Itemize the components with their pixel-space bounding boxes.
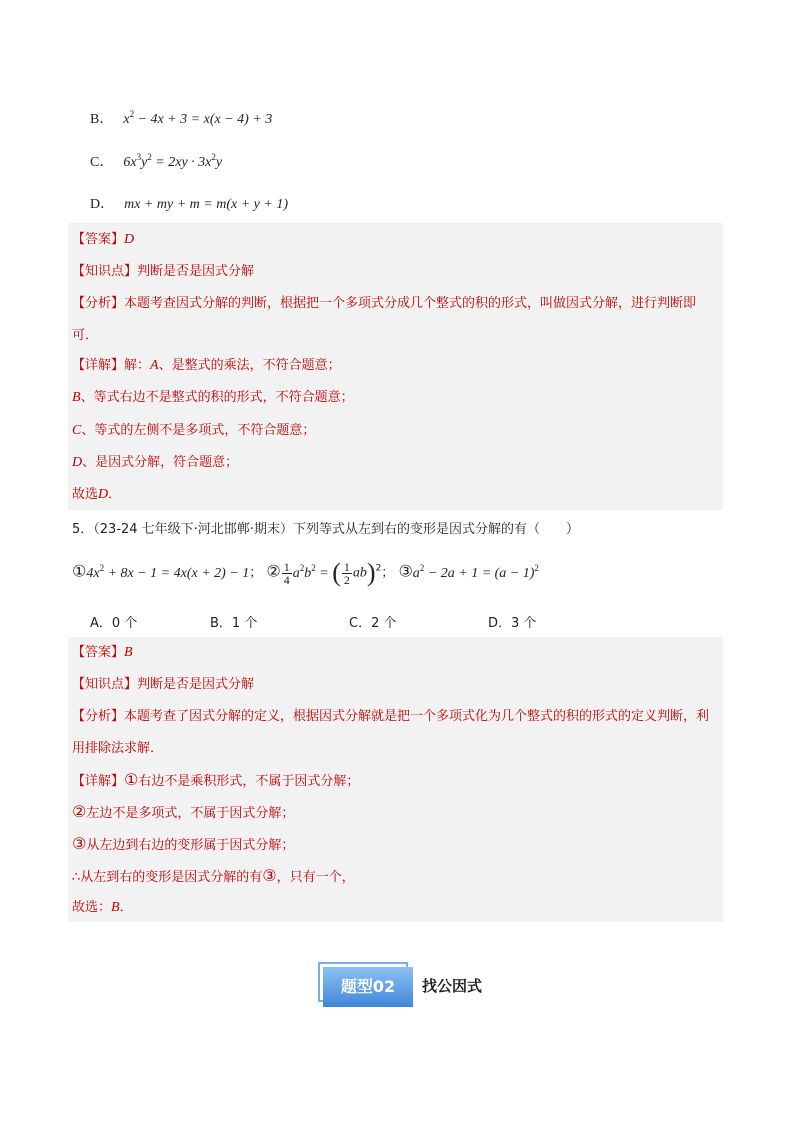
- section-badge: [318, 962, 412, 1006]
- knowledge-text: 判断是否是因式分解: [137, 264, 255, 279]
- q5-detail-1: 【详解】①右边不是乘积形式，不属于因式分解；: [72, 770, 360, 789]
- q5-knowledge: 【知识点】判断是否是因式分解: [72, 677, 255, 692]
- circled-1: ①: [72, 561, 87, 581]
- q5-equations: $①4x^2 + 8x - 1 = 4x(x + 2) - 1$； ② $\frac{1}{4}$ $a^2b^2$ = ( $\frac{1}{2}$ ab)$^2$； $③a^2 - 2a + 1 = (a - 1)^2$: [72, 558, 539, 587]
- choice-d: D．3 个: [488, 616, 537, 631]
- q5-choose: 故选：B．: [72, 900, 133, 915]
- answer-tag: 【答案】: [72, 232, 125, 247]
- option-b: [90, 108, 272, 128]
- q4-detail-b: B、等式右边不是整式的积的形式，不符合题意；: [72, 390, 354, 405]
- q4-answer: [72, 231, 134, 249]
- circled-2: ②: [266, 561, 281, 581]
- option-c: [90, 151, 222, 171]
- option-b-expr: $x^2 - 4x + 3 = x(x - 4) + 3$: [123, 109, 273, 127]
- option-c-label: C．: [90, 155, 114, 170]
- choice-a: A．0 个: [90, 616, 138, 631]
- option-d: [90, 193, 288, 213]
- section-badge-label: 题型02: [323, 967, 413, 1007]
- q4-detail-c: C、等式的左侧不是多项式，不符合题意；: [72, 423, 316, 438]
- q5-detail-3: ③从左边到右边的变形属于因式分解；: [72, 834, 295, 853]
- choice-c: C．2 个: [349, 616, 397, 631]
- q4-analysis: [72, 288, 720, 352]
- analysis-text: 本题考查因式分解的判断，根据把一个多项式分成几个整式的积的形式，叫做因式分解，进行判断即可．: [72, 296, 697, 343]
- q4-choose: 故选D．: [72, 487, 122, 502]
- q5-detail-2: ②左边不是多项式，不属于因式分解；: [72, 802, 295, 821]
- detail-tag: 【详解】: [72, 358, 125, 373]
- circled-3: ③: [398, 561, 413, 581]
- q5-stem: 5．（23-24 七年级下·河北邯郸·期末）下列等式从左到右的变形是因式分解的有（ ）: [72, 522, 579, 537]
- q5-detail-4: ∴从左到右的变形是因式分解的有③，只有一个，: [72, 866, 355, 885]
- answer-value: D: [124, 232, 135, 247]
- q4-detail: 【详解】解：A、是整式的乘法，不符合题意；: [72, 358, 341, 373]
- q4-knowledge: [72, 263, 254, 281]
- analysis-tag: 【分析】: [72, 296, 125, 311]
- option-b-label: B．: [90, 112, 114, 127]
- option-c-expr: $6x^3y^2 = 2xy \cdot 3x^2y$: [123, 152, 223, 170]
- q4-detail-d: D、是因式分解，符合题意；: [72, 455, 239, 470]
- q5-answer: 【答案】B: [72, 645, 133, 660]
- section-title: 找公因式: [422, 977, 483, 995]
- choice-b: B．1 个: [210, 616, 258, 631]
- option-d-expr: mx + my + m = m(x + y + 1): [124, 197, 288, 212]
- option-d-label: D．: [90, 197, 115, 212]
- knowledge-tag: 【知识点】: [72, 264, 138, 279]
- q5-analysis: 【分析】本题考查了因式分解的定义，根据因式分解就是把一个多项式化为几个整式的积的形式的定义判断，利用排除法求解．: [72, 709, 710, 756]
